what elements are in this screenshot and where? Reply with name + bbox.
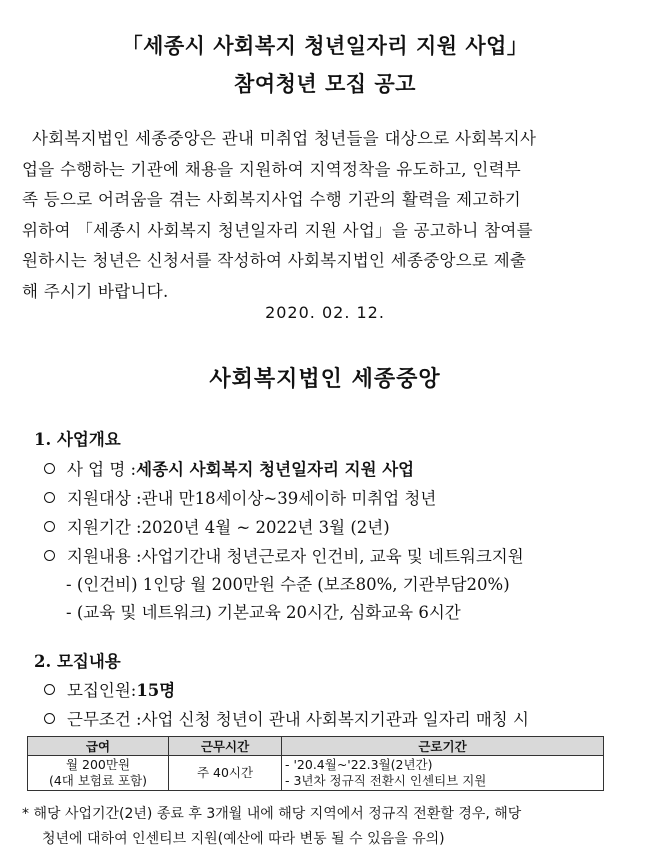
item-label: 지원기간 : xyxy=(67,518,142,537)
list-item xyxy=(44,456,414,480)
period-line: - '20.4월~'22.3월(2년간) xyxy=(285,757,433,772)
document-subtitle: 참여청년 모집 공고 xyxy=(234,71,416,96)
list-item xyxy=(44,485,436,509)
item-value: 2020년 4월 ~ 2022년 3월 (2년) xyxy=(141,518,390,537)
organization-name: 사회복지법인 세종중앙 xyxy=(209,366,441,392)
intro-line: 족 등으로 어려움을 겪는 사회복지사업 수행 기관의 활력을 제고하기 xyxy=(22,190,522,209)
column-header: 근무시간 xyxy=(169,737,282,756)
intro-line: 업을 수행하는 기관에 채용을 지원하여 지역정착을 유도하고, 인력부 xyxy=(22,159,522,179)
item-label: 모집인원: xyxy=(67,681,137,700)
document-title: 「세종시 사회복지 청년일자리 지원 사업」 xyxy=(121,33,529,58)
pay-note: (4대 보험료 포함) xyxy=(48,773,148,788)
section-heading-overview: 1. 사업개요 xyxy=(34,430,121,449)
intro-line: 사회복지법인 세종중앙은 관내 미취업 청년들을 대상으로 사회복지사 xyxy=(32,129,537,148)
period-line: - 3년차 정규직 전환시 인센티브 지원 xyxy=(285,773,487,788)
item-label: 근무조건 : xyxy=(67,710,142,729)
item-label: 사 업 명 : xyxy=(67,460,137,479)
intro-line: 해 주시기 바랍니다. xyxy=(22,281,169,301)
circle-bullet-icon xyxy=(44,550,55,561)
item-value: 사업 신청 청년이 관내 사회복지기관과 일자리 매칭 시 xyxy=(141,710,529,729)
section-heading-recruitment: 2. 모집내용 xyxy=(34,652,121,671)
announcement-date: 2020. 02. 12. xyxy=(265,303,385,322)
sub-item: - (인건비) 1인당 월 200만원 수준 (보조80%, 기관부담20%) xyxy=(66,575,510,594)
item-value: 세종시 사회복지 청년일자리 지원 사업 xyxy=(136,460,415,479)
circle-bullet-icon xyxy=(44,684,55,695)
intro-paragraph xyxy=(22,124,622,307)
item-label: 지원내용 : xyxy=(67,547,142,566)
circle-bullet-icon xyxy=(44,463,55,474)
column-header: 근로기간 xyxy=(282,737,604,756)
circle-bullet-icon xyxy=(44,713,55,724)
list-item xyxy=(44,677,175,701)
hours-cell: 주 40시간 xyxy=(169,756,282,791)
item-label: 지원대상 : xyxy=(67,489,142,508)
conditions-table xyxy=(27,736,604,791)
footnote-line: 청년에 대하여 인센티브 지원(예산에 따라 변동 될 수 있음을 유의) xyxy=(42,831,445,847)
intro-line: 원하시는 청년은 신청서를 작성하여 사회복지법인 세종중앙으로 제출 xyxy=(22,251,527,270)
period-cell xyxy=(282,756,604,791)
item-value: 15명 xyxy=(136,681,176,700)
pay-amount: 월 200만원 xyxy=(65,757,131,772)
list-item xyxy=(44,543,524,567)
table-row xyxy=(28,756,604,791)
list-item xyxy=(44,514,390,538)
footnote-line: * 해당 사업기간(2년) 종료 후 3개월 내에 해당 지역에서 정규직 전환할 경우, 해당 xyxy=(22,806,522,822)
item-value: 사업기간내 청년근로자 인건비, 교육 및 네트워크지원 xyxy=(141,547,524,566)
sub-item: - (교육 및 네트워크) 기본교육 20시간, 심화교육 6시간 xyxy=(66,603,461,622)
list-item xyxy=(44,706,529,730)
column-header: 급여 xyxy=(28,737,169,756)
intro-line: 위하여 「세종시 사회복지 청년일자리 지원 사업」을 공고하니 참여를 xyxy=(22,220,533,240)
circle-bullet-icon xyxy=(44,521,55,532)
pay-cell xyxy=(28,756,169,791)
circle-bullet-icon xyxy=(44,492,55,503)
table-header-row xyxy=(28,737,604,756)
item-value: 관내 만18세이상~39세이하 미취업 청년 xyxy=(141,489,437,508)
